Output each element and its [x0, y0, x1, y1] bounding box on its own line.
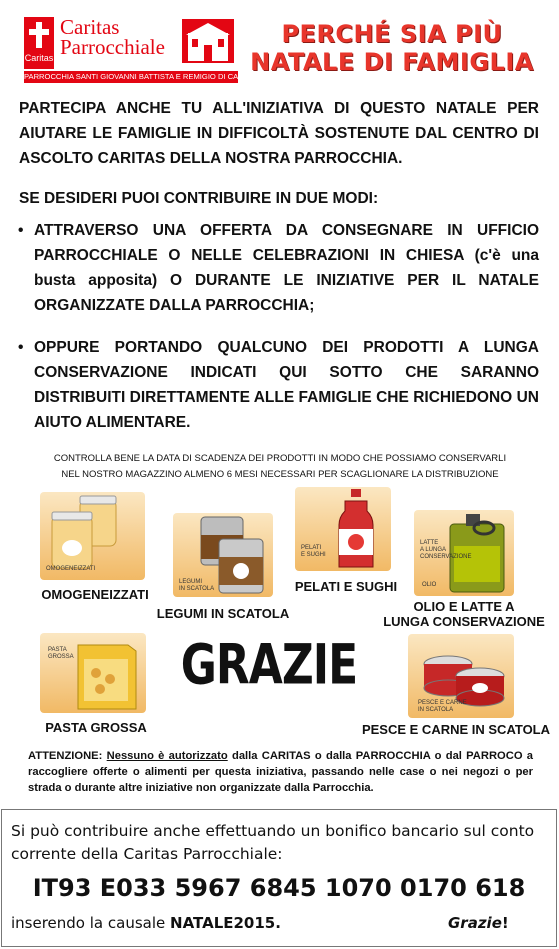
- attention-underlined: Nessuno è autorizzato: [106, 750, 228, 762]
- product-legumi: LEGUMI IN SCATOLA: [156, 606, 290, 621]
- product-pelati: PELATI E SUGHI: [294, 579, 398, 594]
- product-pesce-carne: PESCE E CARNE IN SCATOLA: [361, 722, 551, 737]
- expiry-note: CONTROLLA BENE LA DATA DI SCADENZA DEI PRODOTTI IN MODO CHE POSSIAMO CONSERVARLI NEL NOSTRO MAGAZZINO ALMENO 6 MESI NECESSARI PER SCAGLIONARE LA DISTRIBUZIONE: [53, 453, 507, 480]
- logo-parish-strip: PARROCCHIA SANTI GIOVANNI BATTISTA E REMIGIO DI CARIGNANO: [24, 72, 274, 81]
- canned-fish-meat-image: PESCE E CARNE IN SCATOLA: [408, 634, 514, 718]
- caritas-cross-icon: [24, 17, 54, 69]
- bank-transfer-box: [1, 809, 557, 947]
- product-pasta: PASTA GROSSA: [45, 720, 147, 735]
- page-title: PERCHÉ SIA PIÙ NATALE DI FAMIGLIA: [250, 20, 534, 76]
- logo-name: Caritas Parrocchiale: [60, 15, 165, 59]
- thanks-text: Grazie!: [448, 914, 509, 932]
- caritas-logo: [24, 15, 274, 83]
- bullet-products: • OPPURE PORTANDO QUALCUNO DEI PRODOTTI A LUNGA CONSERVAZIONE INDICATI QUI SOTTO CHE SARANNO DISTRIBUITI DIRETTAMENTE ALLE FAMIGLIE CHE RICHIEDONO UN AIUTO ALIMENTARE.: [18, 335, 539, 435]
- bullet-offer: • ATTRAVERSO UNA OFFERTA DA CONSEGNARE IN UFFICIO PARROCCHIALE O NELLE CELEBRAZIONI IN CHIESA (c'è una busta apposita) O DURANTE LE INIZIATIVE PER IL NATALE ORGANIZZATE DALLA PARROCCHIA;: [18, 218, 539, 318]
- attention-rest: dalla CARITAS o dalla PARROCCHIA o dal PARROCO a raccogliere offerte o alimenti per questa iniziativa, passando nelle case o nei negozi o per strada o durante altre iniziative non organizzate dalla Parrocchia.: [28, 750, 534, 794]
- pasta-image: PASTA GROSSA: [40, 633, 146, 713]
- iban: IT93 E033 5967 6845 1070 0170 618: [32, 874, 526, 902]
- causale-line: inserendo la causale NATALE2015.: [11, 914, 281, 932]
- intro-paragraph: PARTECIPA ANCHE TU ALL'INIZIATIVA DI QUESTO NATALE PER AIUTARE LE FAMIGLIE IN DIFFICOLTÀ SOSTENUTE DAL CENTRO DI ASCOLTO CARITAS DELLA NOSTRA PARROCCHIA.: [19, 100, 539, 167]
- product-omogeneizzati: OMOGENEIZZATI: [41, 587, 149, 602]
- logo-caritas-text: Caritas: [24, 53, 54, 63]
- bullet-dot: •: [18, 222, 24, 239]
- tomato-sauce-image: PELATI E SUGHI: [295, 487, 391, 571]
- ways-title: SE DESIDERI PUOI CONTRIBUIRE IN DUE MODI:: [19, 190, 379, 207]
- canned-legumes-image: LEGUMI IN SCATOLA: [173, 513, 273, 597]
- oil-milk-image: LATTE A LUNGA CONSERVAZIONE OLIO: [414, 510, 514, 596]
- grazie-banner: GRAZIE: [180, 633, 358, 698]
- causale-code: NATALE2015.: [170, 914, 281, 932]
- attention-label: ATTENZIONE:: [28, 750, 103, 762]
- product-olio-latte: OLIO E LATTE A LUNGA CONSERVAZIONE: [383, 599, 545, 629]
- attention-notice: [28, 748, 533, 796]
- baby-food-image: OMOGENEIZZATI: [40, 492, 145, 580]
- church-icon: [182, 19, 234, 63]
- bullet-dot: •: [18, 339, 24, 356]
- bank-intro: Si può contribuire anche effettuando un bonifico bancario sul conto corrente della Caritas Parrocchiale:: [11, 822, 535, 863]
